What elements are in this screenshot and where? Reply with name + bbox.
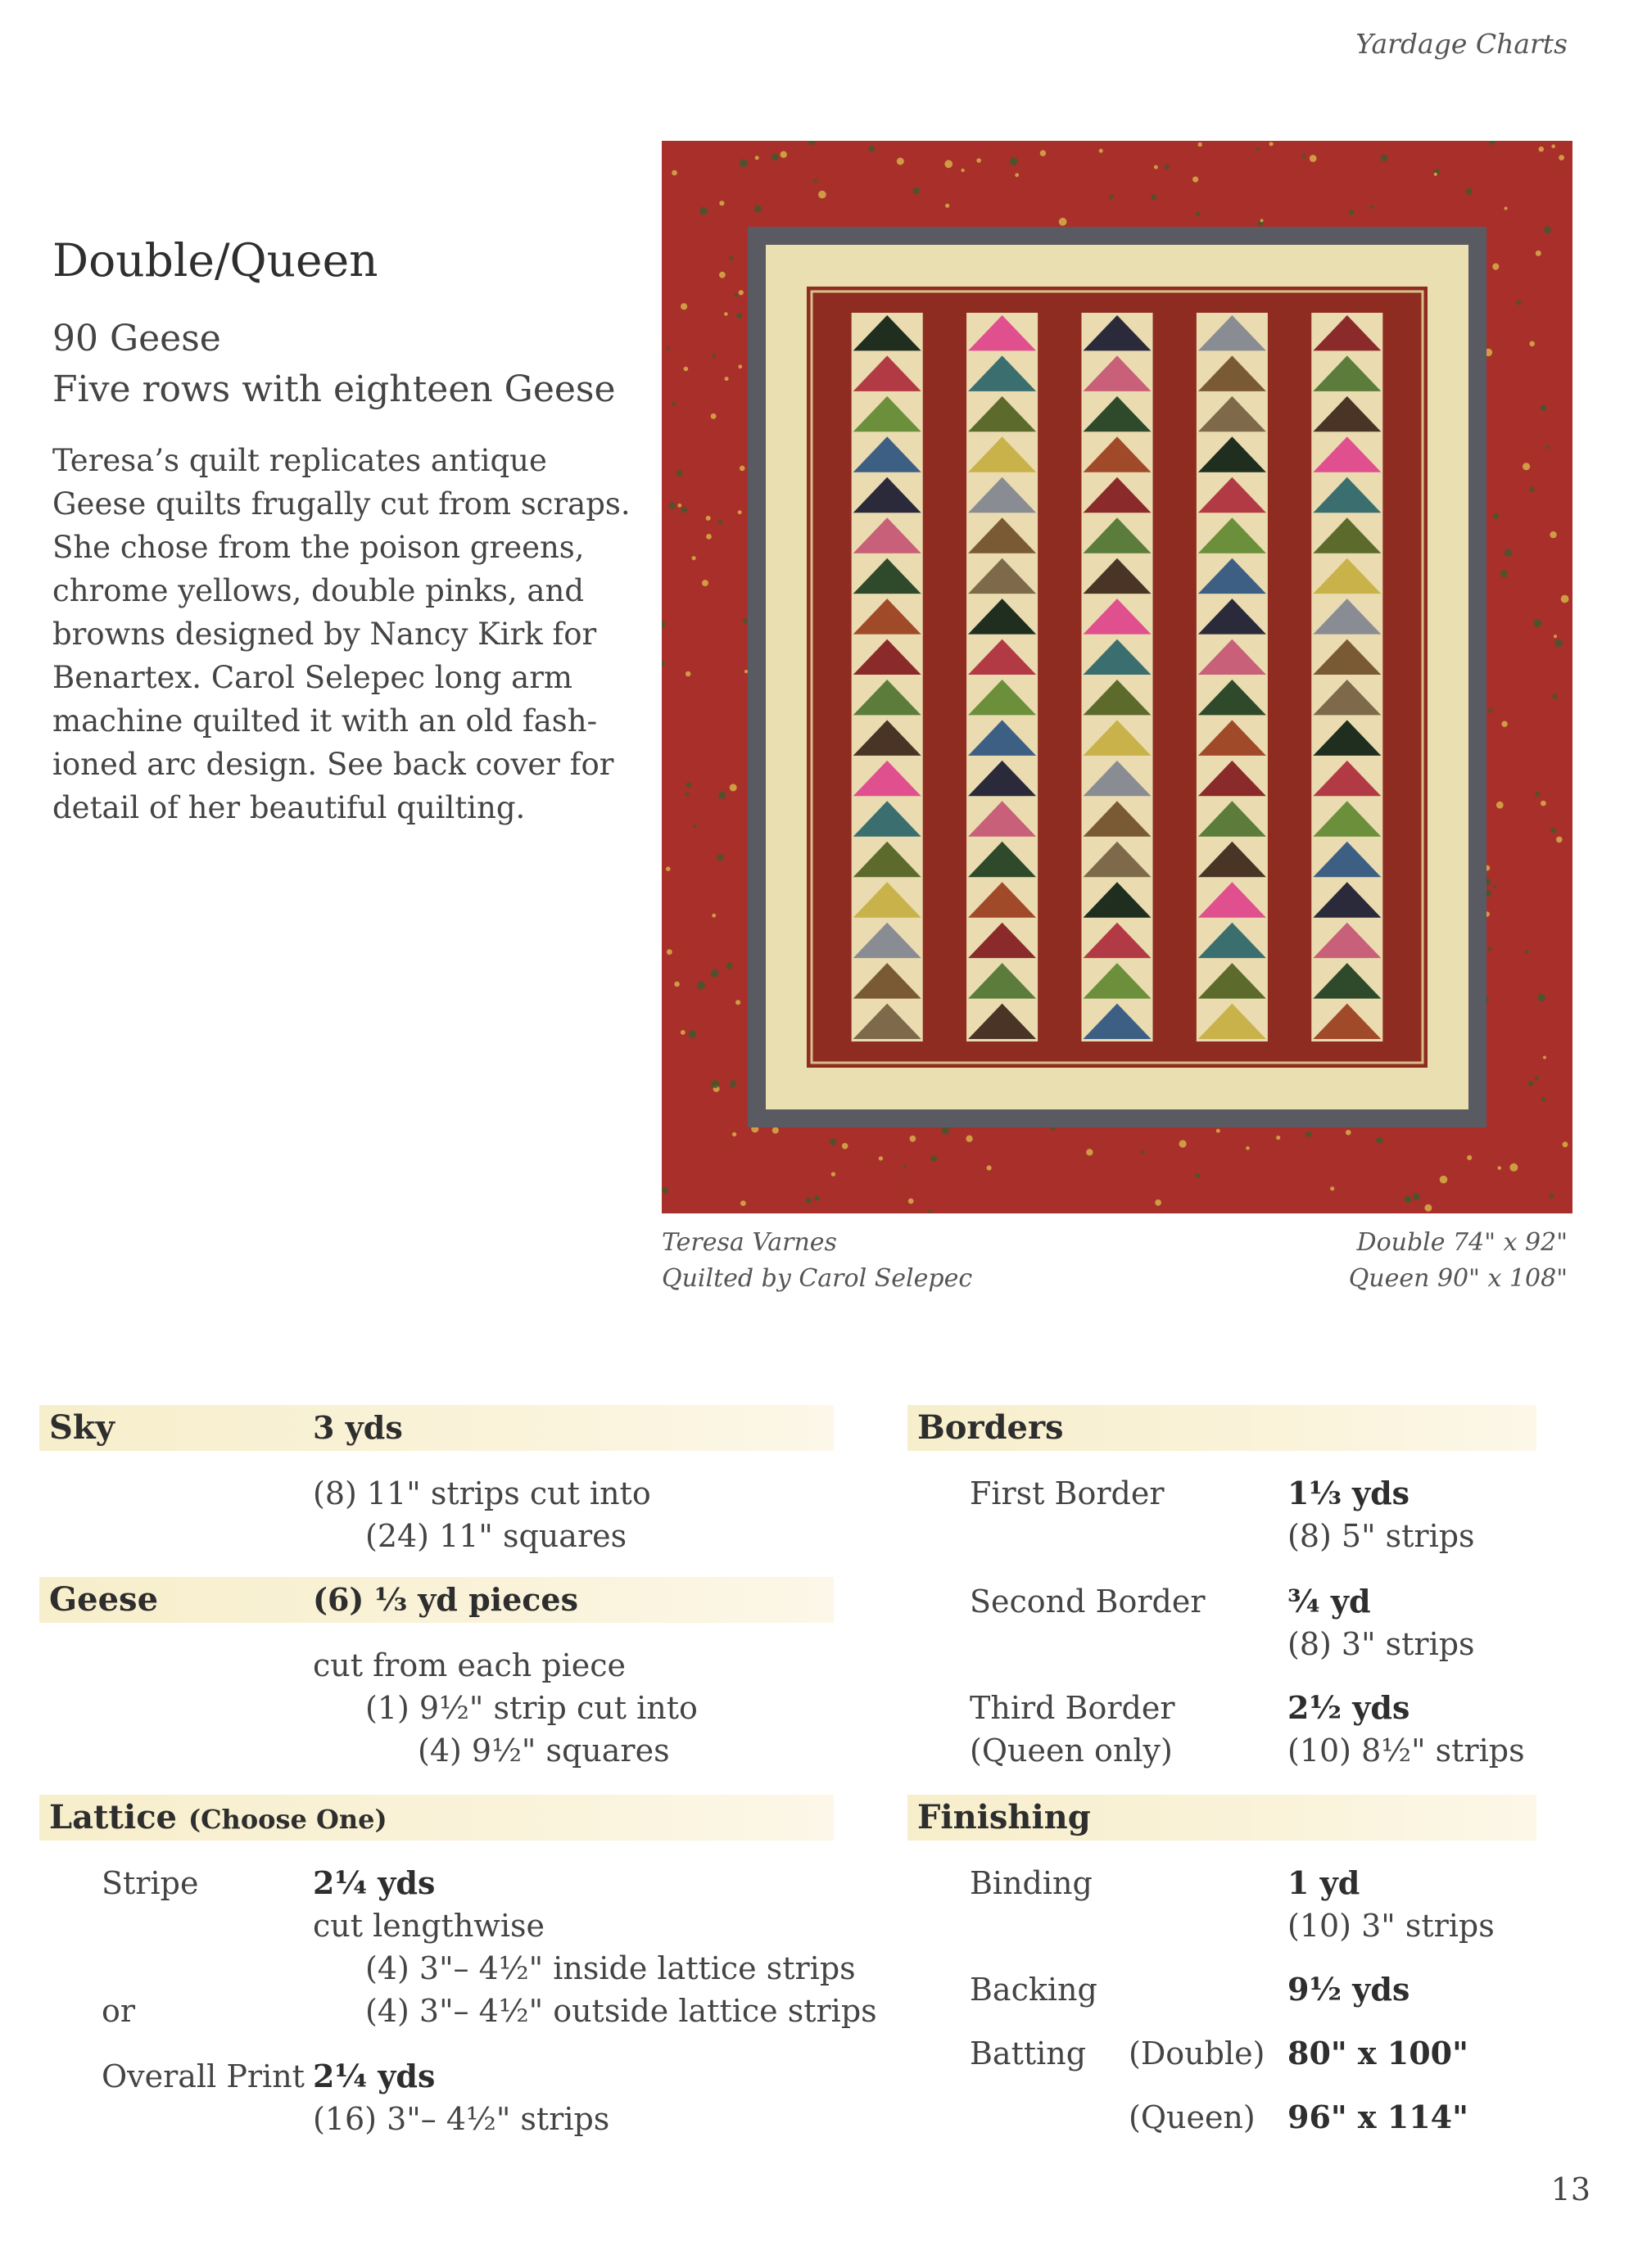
border-print-dot: [1040, 150, 1046, 156]
lattice-label: [49, 1798, 387, 1839]
geese-label: Geese: [49, 1580, 159, 1619]
border-print-dot: [1405, 1196, 1412, 1204]
border-print-dot: [1492, 264, 1499, 270]
border-print-dot: [842, 1143, 848, 1150]
border-print-dot: [699, 207, 708, 215]
border-print-dot: [1346, 1130, 1351, 1136]
binding-amount: 1 yd: [1287, 1864, 1360, 1901]
size-double: Double 74" x 92": [1356, 1228, 1568, 1257]
second-border-detail: (8) 3" strips: [1287, 1626, 1475, 1662]
border-print-dot: [942, 1127, 950, 1135]
description-line: Teresa’s quilt replicates antique: [52, 443, 547, 478]
border-print-dot: [1196, 212, 1201, 217]
third-border-note: (Queen only): [970, 1733, 1173, 1769]
border-print-dot: [1381, 155, 1388, 162]
stripe-cut-line: (4) 3"– 4½" outside lattice strips: [365, 1993, 877, 2029]
border-print-dot: [1488, 708, 1492, 712]
border-print-dot: [1494, 884, 1497, 888]
border-print-dot: [1535, 792, 1540, 797]
border-print-dot: [913, 187, 921, 195]
border-print-dot: [719, 201, 724, 206]
sky-cut-line: (8) 11" strips cut into: [313, 1475, 651, 1511]
description: [52, 439, 631, 829]
border-print-dot: [806, 1198, 812, 1204]
or-label: or: [102, 1993, 136, 2029]
border-print-dot: [1529, 486, 1535, 492]
border-print-dot: [1537, 994, 1545, 1002]
border-print-dot: [693, 825, 697, 829]
border-print-dot: [1523, 463, 1530, 470]
border-print-dot: [987, 1165, 992, 1170]
border-print-dot: [740, 466, 745, 472]
border-print-dot: [1466, 188, 1473, 195]
border-print-dot: [1086, 1149, 1093, 1155]
border-print-dot: [1059, 218, 1067, 226]
description-line: detail of her beautiful quilting.: [52, 790, 526, 825]
finishing-label: Finishing: [917, 1798, 1091, 1837]
border-print-dot: [725, 377, 729, 381]
border-print-dot: [1552, 694, 1557, 699]
border-print-dot: [711, 969, 719, 978]
border-print-dot: [735, 293, 739, 297]
batting-queen-value: 96" x 114": [1287, 2099, 1468, 2135]
border-print-dot: [684, 367, 689, 372]
border-print-dot: [1424, 1204, 1432, 1212]
border-print-dot: [711, 413, 717, 419]
border-print-dot: [1276, 1136, 1280, 1140]
border-print-dot: [830, 1139, 836, 1145]
overall-print-amount: 2¼ yds: [313, 2058, 436, 2094]
border-print-dot: [1517, 300, 1522, 305]
border-print-dot: [1559, 155, 1564, 160]
border-print-dot: [740, 159, 748, 167]
quilt-photo: [662, 141, 1572, 1213]
border-print-dot: [672, 170, 677, 176]
photo-sizes: [1349, 1225, 1568, 1297]
photo-credit: [662, 1225, 972, 1297]
border-print-dot: [681, 507, 687, 513]
sky-label: Sky: [49, 1408, 115, 1447]
border-print-dot: [686, 782, 692, 788]
border-print-dot: [681, 303, 687, 309]
border-print-dot: [1505, 206, 1508, 210]
border-print-dot: [1539, 147, 1545, 152]
borders-label: Borders: [917, 1408, 1064, 1447]
border-print-dot: [1376, 1137, 1382, 1144]
border-print-dot: [910, 1136, 916, 1142]
border-print-dot: [1155, 1200, 1161, 1206]
border-print-dot: [1505, 549, 1513, 557]
page-title: Double/Queen: [52, 234, 378, 287]
first-border-label: First Border: [970, 1475, 1165, 1511]
border-print-dot: [1556, 837, 1563, 843]
border-print-dot: [1543, 1056, 1546, 1059]
geese-cut-line: (4) 9½" squares: [418, 1733, 670, 1769]
geese-cut-line: (1) 9½" strip cut into: [365, 1690, 698, 1726]
first-border-detail: (8) 5" strips: [1287, 1518, 1475, 1554]
border-print-dot: [1152, 195, 1157, 201]
border-print-dot: [669, 503, 676, 509]
third-border-label: Third Border: [970, 1690, 1175, 1726]
overall-print-label: Overall Print: [102, 2058, 305, 2094]
border-print-dot: [662, 1187, 668, 1194]
border-print-dot: [754, 205, 762, 212]
border-print-dot: [1541, 801, 1546, 806]
third-border-detail: (10) 8½" strips: [1287, 1733, 1525, 1769]
border-print-dot: [674, 982, 680, 987]
border-print-dot: [1192, 177, 1198, 183]
border-print-dot: [930, 1155, 937, 1162]
border-print-dot: [976, 158, 981, 163]
border-print-dot: [729, 256, 733, 260]
border-print-dot: [814, 1195, 820, 1201]
lattice-label-note: (Choose One): [188, 1804, 387, 1835]
border-print-dot: [1563, 1141, 1568, 1147]
border-print-dot: [1528, 1081, 1534, 1087]
border-print-dot: [781, 151, 787, 158]
border-print-dot: [1509, 1163, 1518, 1172]
border-print-dot: [755, 156, 759, 160]
second-border-amount: ¾ yd: [1287, 1583, 1371, 1620]
border-print-dot: [1496, 802, 1504, 809]
border-print-dot: [667, 949, 672, 955]
border-print-dot: [1541, 404, 1547, 411]
second-border-label: Second Border: [970, 1584, 1206, 1620]
border-print-dot: [1434, 173, 1437, 176]
description-line: Geese quilts frugally cut from scraps.: [52, 486, 631, 522]
border-print-dot: [1349, 210, 1354, 215]
geese-amount: (6) ⅓ yd pieces: [313, 1581, 578, 1618]
border-print-dot: [718, 520, 722, 524]
border-print-dot: [1488, 947, 1492, 951]
border-print-dot: [1413, 1193, 1420, 1200]
border-print-dot: [712, 914, 716, 918]
border-print-dot: [1015, 173, 1019, 177]
border-print-dot: [711, 1080, 719, 1088]
first-border-amount: 1⅓ yds: [1287, 1475, 1410, 1511]
border-print-dot: [739, 290, 744, 295]
size-queen: Queen 90" x 108": [1348, 1264, 1568, 1293]
border-print-dot: [706, 534, 712, 540]
border-print-dot: [1216, 1129, 1220, 1133]
border-print-dot: [1545, 445, 1550, 450]
border-print-dot: [772, 1127, 779, 1133]
border-print-dot: [1497, 1166, 1501, 1170]
batting-label: Batting: [970, 2035, 1087, 2071]
binding-detail: (10) 3" strips: [1287, 1908, 1495, 1944]
border-print-dot: [712, 355, 716, 359]
border-print-dot: [731, 1084, 734, 1087]
subtitle-rows: Five rows with eighteen Geese: [52, 368, 616, 410]
border-print-dot: [1110, 194, 1115, 199]
border-print-dot: [1198, 142, 1202, 147]
border-print-dot: [681, 1030, 686, 1035]
border-print-dot: [908, 1199, 914, 1204]
description-line: She chose from the poison greens,: [52, 530, 585, 565]
stripe-cut-line: cut lengthwise: [313, 1908, 545, 1944]
backing-amount: 9½ yds: [1287, 1971, 1410, 2008]
subtitle-geese-count: 90 Geese: [52, 318, 221, 359]
border-print-dot: [1467, 1155, 1472, 1160]
border-print-dot: [897, 158, 904, 165]
border-print-dot: [1550, 531, 1556, 538]
border-print-dot: [1440, 1176, 1448, 1184]
border-print-dot: [1305, 1132, 1311, 1137]
border-print-dot: [1310, 155, 1317, 162]
sky-header-band: [39, 1405, 834, 1451]
border-print-dot: [738, 510, 742, 514]
batting-queen-label: (Queen): [1129, 2099, 1256, 2135]
batting-double-value: 80" x 100": [1287, 2035, 1468, 2071]
border-print-dot: [677, 504, 681, 508]
border-print-dot: [692, 556, 696, 560]
border-print-dot: [1493, 513, 1499, 519]
border-print-dot: [831, 1172, 835, 1176]
border-print-dot: [1154, 165, 1158, 169]
border-print-dot: [1301, 155, 1305, 159]
description-line: machine quilted it with an old fash-: [52, 703, 598, 739]
third-border-amount: 2½ yds: [1287, 1689, 1410, 1726]
border-print-dot: [667, 347, 670, 350]
border-print-dot: [686, 671, 691, 677]
border-print-dot: [1246, 1146, 1250, 1150]
border-print-dot: [961, 169, 964, 172]
border-print-dot: [1010, 157, 1018, 165]
border-print-dot: [1541, 1097, 1545, 1101]
border-print-dot: [1260, 219, 1264, 222]
sky-amount: 3 yds: [313, 1409, 403, 1446]
border-print-dot: [903, 1165, 907, 1168]
border-print-dot: [686, 793, 690, 797]
border-print-dot: [1561, 595, 1569, 603]
border-print-dot: [818, 191, 826, 199]
border-print-dot: [1536, 251, 1541, 256]
border-print-dot: [717, 854, 723, 861]
border-print-dot: [1370, 206, 1373, 209]
border-print-dot: [1550, 1194, 1554, 1199]
border-print-dot: [966, 1136, 972, 1142]
border-print-dot: [945, 204, 949, 208]
stripe-amount: 2¼ yds: [313, 1864, 436, 1901]
border-print-dot: [736, 313, 742, 319]
stripe-label: Stripe: [102, 1865, 199, 1901]
border-print-dot: [1269, 142, 1274, 146]
border-print-dot: [944, 160, 952, 168]
border-print-dot: [813, 179, 817, 183]
border-print-dot: [726, 963, 733, 969]
border-print-dot: [689, 1030, 697, 1038]
running-head: Yardage Charts: [1355, 28, 1568, 60]
border-print-dot: [1141, 1150, 1145, 1154]
border-print-dot: [706, 516, 711, 521]
border-print-dot: [1535, 1077, 1539, 1081]
border-print-dot: [1554, 635, 1557, 638]
border-print-dot: [1099, 149, 1103, 153]
border-print-dot: [744, 670, 748, 673]
batting-double-label: (Double): [1129, 2035, 1265, 2071]
border-print-dot: [1179, 1140, 1187, 1147]
credit-quilter: Quilted by Carol Selepec: [662, 1264, 973, 1293]
description-line: chrome yellows, double pinks, and: [52, 573, 584, 608]
border-print-dot: [718, 791, 726, 798]
border-print-dot: [1525, 950, 1529, 954]
border-print-dot: [1500, 570, 1508, 577]
border-print-dot: [1529, 341, 1535, 347]
border-print-dot: [730, 784, 737, 791]
border-print-dot: [1533, 619, 1541, 627]
border-print-dot: [719, 272, 726, 278]
border-print-dot: [928, 1210, 931, 1213]
border-print-dot: [743, 618, 748, 623]
description-line: Benartex. Carol Selepec long arm: [52, 660, 572, 695]
border-print-dot: [672, 402, 676, 406]
border-print-dot: [702, 580, 708, 586]
border-print-dot: [1195, 1173, 1200, 1178]
backing-label: Backing: [970, 1972, 1097, 2008]
border-print-dot: [732, 1132, 736, 1136]
border-print-dot: [738, 364, 742, 368]
stripe-cut-line: (4) 3"– 4½" inside lattice strips: [365, 1950, 856, 1986]
border-print-dot: [1551, 144, 1555, 148]
border-print-dot: [1165, 165, 1170, 169]
border-print-dot: [869, 146, 876, 152]
border-print-dot: [1554, 639, 1563, 648]
border-print-dot: [735, 1000, 740, 1005]
page-number: 13: [1550, 2171, 1590, 2207]
border-print-dot: [1501, 721, 1507, 727]
binding-label: Binding: [970, 1865, 1093, 1901]
sky-cut-line: (24) 11" squares: [365, 1518, 627, 1554]
border-print-dot: [724, 312, 728, 316]
border-print-dot: [1544, 226, 1551, 233]
border-print-dot: [666, 866, 671, 871]
border-print-dot: [1330, 1186, 1334, 1190]
geese-cut-line: cut from each piece: [313, 1647, 627, 1683]
border-print-dot: [879, 1156, 883, 1160]
border-print-dot: [1550, 828, 1556, 834]
border-print-dot: [697, 982, 705, 990]
description-line: ioned arc design. See back cover for: [52, 747, 614, 782]
border-print-dot: [1256, 147, 1260, 151]
credit-maker: Teresa Varnes: [662, 1228, 837, 1257]
border-print-dot: [771, 154, 779, 161]
description-line: browns designed by Nancy Kirk for: [52, 617, 597, 652]
border-print-dot: [676, 470, 683, 477]
overall-print-cut-line: (16) 3"– 4½" strips: [313, 2101, 610, 2137]
border-print-dot: [740, 1200, 746, 1206]
lattice-label-text: Lattice: [49, 1798, 177, 1837]
